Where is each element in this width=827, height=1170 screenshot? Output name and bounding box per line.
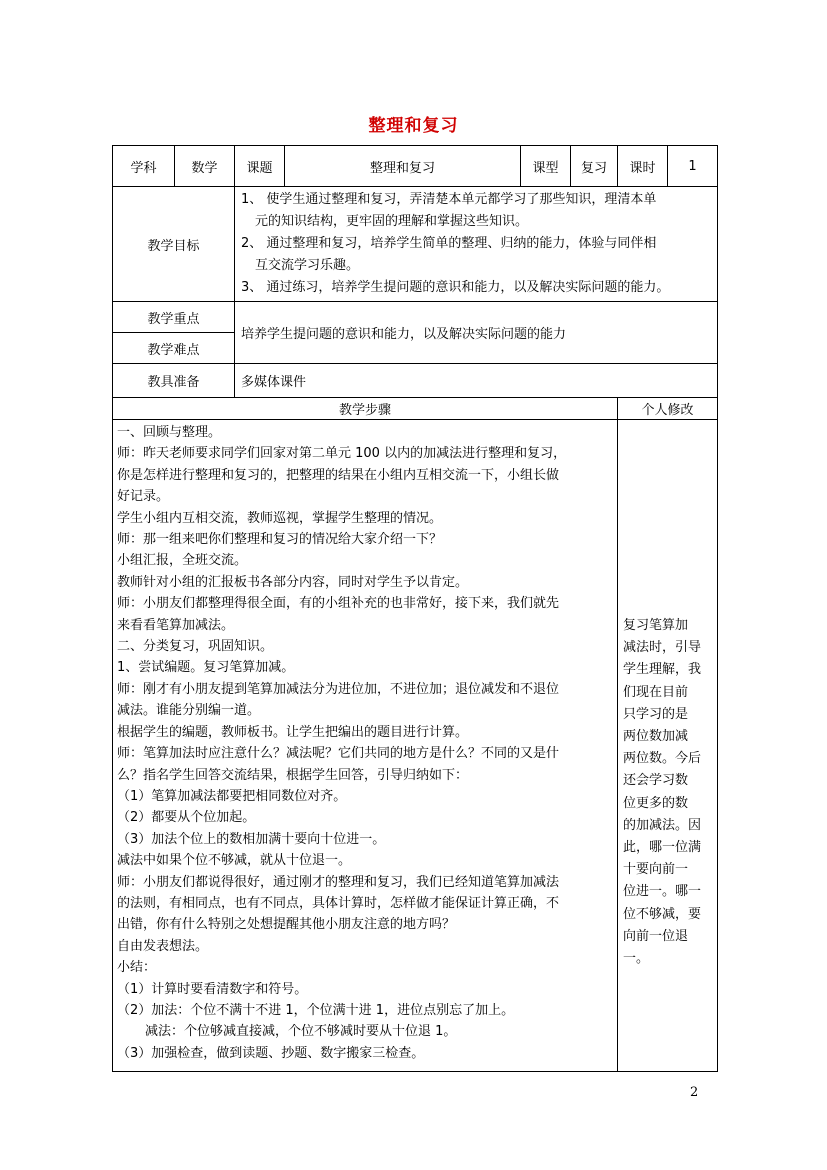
note-line: 的加减法。因 (623, 817, 702, 833)
goal-line: 1、 使学生通过整理和复习，弄清楚本单元都学习了那些知识，理清本单 (241, 192, 657, 207)
step-line: 师：小朋友们都整理得很全面，有的小组补充的也非常好，接下来，我们就先 (117, 596, 560, 612)
key-point-label: 教学重点 (113, 302, 235, 333)
step-line: （2）加法：个位不满十不进 1，个位满十进 1，进位点别忘了加上。 (117, 1002, 515, 1018)
step-line: 二、分类复习，巩固知识。 (117, 639, 274, 655)
key-point-row (113, 302, 718, 333)
personal-notes (618, 420, 718, 1072)
note-line: 位进一。哪一 (623, 884, 702, 900)
step-line: 么？指名学生回答交流结果，根据学生回答，引导归纳如下： (117, 767, 469, 783)
topic-value: 整理和复习 (285, 146, 521, 187)
step-line: 师：小朋友们都说得很好，通过刚才的整理和复习，我们已经知道笔算加减法 (117, 874, 560, 890)
note-line: 此，哪一位满 (623, 840, 702, 856)
note-line: 位更多的数 (623, 795, 689, 811)
document-title: 整理和复习 (368, 116, 459, 136)
goal-line: 元的知识结构，更牢固的理解和掌握这些知识。 (255, 214, 529, 229)
period-label: 课时 (618, 146, 668, 187)
step-line: 根据学生的编题，教师板书。让学生把编出的题目进行计算。 (117, 724, 469, 740)
step-line: 自由发表想法。 (117, 938, 209, 954)
step-line: 减法中如果个位不够减，就从十位退一。 (117, 853, 352, 869)
step-line: 学生小组内互相交流，教师巡视，掌握学生整理的情况。 (117, 510, 443, 526)
difficulty-content: 培养学生提问题的意识和能力，以及解决实际问题的能力 (235, 302, 718, 364)
note-line: 只学习的是 (623, 706, 689, 722)
tools-row (113, 364, 718, 398)
step-line: 师：笔算加法时应注意什么？减法呢？它们共同的地方是什么？不同的又是什 (117, 746, 560, 762)
goals-row (113, 187, 718, 302)
step-line: 师：刚才有小朋友提到笔算加减法分为进位加，不进位加；退位减发和不退位 (117, 681, 560, 697)
step-line: （3）加法个位上的数相加满十要向十位进一。 (117, 831, 386, 847)
teaching-steps (113, 420, 618, 1072)
note-line: 一。 (623, 951, 650, 967)
step-line: 来看看笔算加减法。 (117, 617, 235, 633)
note-line: 学生理解，我 (623, 662, 702, 678)
step-line: 减法：个位够减直接减，个位不够减时要从十位退 1。 (145, 1024, 457, 1040)
step-line: （2）都要从个位加起。 (117, 810, 256, 826)
goals-content (235, 187, 718, 302)
note-line: 位不够减，要 (623, 906, 702, 922)
step-line: 1、尝试编题。复习笔算加减。 (117, 660, 295, 676)
step-line: 的法则，有相同点，也有不同点，具体计算时，怎样做才能保证计算正确，不 (117, 895, 560, 911)
step-line: 好记录。 (117, 489, 170, 505)
note-line: 们现在目前 (623, 684, 689, 700)
topic-label: 课题 (235, 146, 285, 187)
page-number: 2 (690, 1085, 699, 1100)
step-line: 师：那一组来吧你们整理和复习的情况给大家介绍一下？ (117, 532, 443, 548)
note-line: 两位数加减 (623, 729, 689, 745)
note-line: 向前一位退 (623, 928, 689, 944)
subject-value: 数学 (175, 146, 235, 187)
header-row (113, 146, 718, 187)
steps-row (113, 420, 718, 1072)
note-line: 减法时，引导 (623, 640, 702, 656)
note-line: 还会学习数 (623, 773, 689, 789)
step-line: 小结： (117, 960, 157, 976)
lesson-plan-table (112, 145, 718, 1072)
steps-header: 教学步骤 (113, 398, 618, 420)
goal-line: 3、 通过练习，培养学生提问题的意识和能力，以及解决实际问题的能力。 (241, 280, 670, 295)
notes-header: 个人修改 (618, 398, 718, 420)
subject-label: 学科 (113, 146, 175, 187)
type-value: 复习 (571, 146, 618, 187)
step-line: （3）加强检查，做到读题、抄题、数字搬家三检查。 (117, 1045, 425, 1061)
steps-header-row (113, 398, 718, 420)
step-line: 你是怎样进行整理和复习的，把整理的结果在小组内互相交流一下，小组长做 (117, 467, 560, 483)
note-line: 十要向前一 (623, 862, 689, 878)
step-line: 一、回顾与整理。 (117, 425, 222, 440)
goals-label: 教学目标 (113, 187, 235, 302)
tools-content: 多媒体课件 (235, 364, 718, 398)
goal-line: 互交流学习乐趣。 (255, 258, 360, 273)
period-value: 1 (668, 146, 718, 187)
step-line: 教师针对小组的汇报板书各部分内容，同时对学生予以肯定。 (117, 574, 469, 590)
step-line: 出错，你有什么特别之处想提醒其他小朋友注意的地方吗？ (117, 917, 456, 933)
tools-label: 教具准备 (113, 364, 235, 398)
step-line: （1）计算时要看清数字和符号。 (117, 981, 308, 997)
step-line: （1）笔算加减法都要把相同数位对齐。 (117, 788, 347, 804)
type-label: 课型 (521, 146, 571, 187)
goal-line: 2、 通过整理和复习，培养学生简单的整理、归纳的能力，体验与同伴相 (241, 236, 657, 251)
step-line: 减法。谁能分别编一道。 (117, 703, 261, 719)
step-line: 小组汇报，全班交流。 (117, 553, 248, 569)
difficulty-label: 教学难点 (113, 333, 235, 364)
note-line: 两位数。今后 (623, 751, 702, 767)
step-line: 师：昨天老师要求同学们回家对第二单元 100 以内的加减法进行整理和复习， (117, 446, 567, 462)
note-line: 复习笔算加 (623, 618, 689, 633)
